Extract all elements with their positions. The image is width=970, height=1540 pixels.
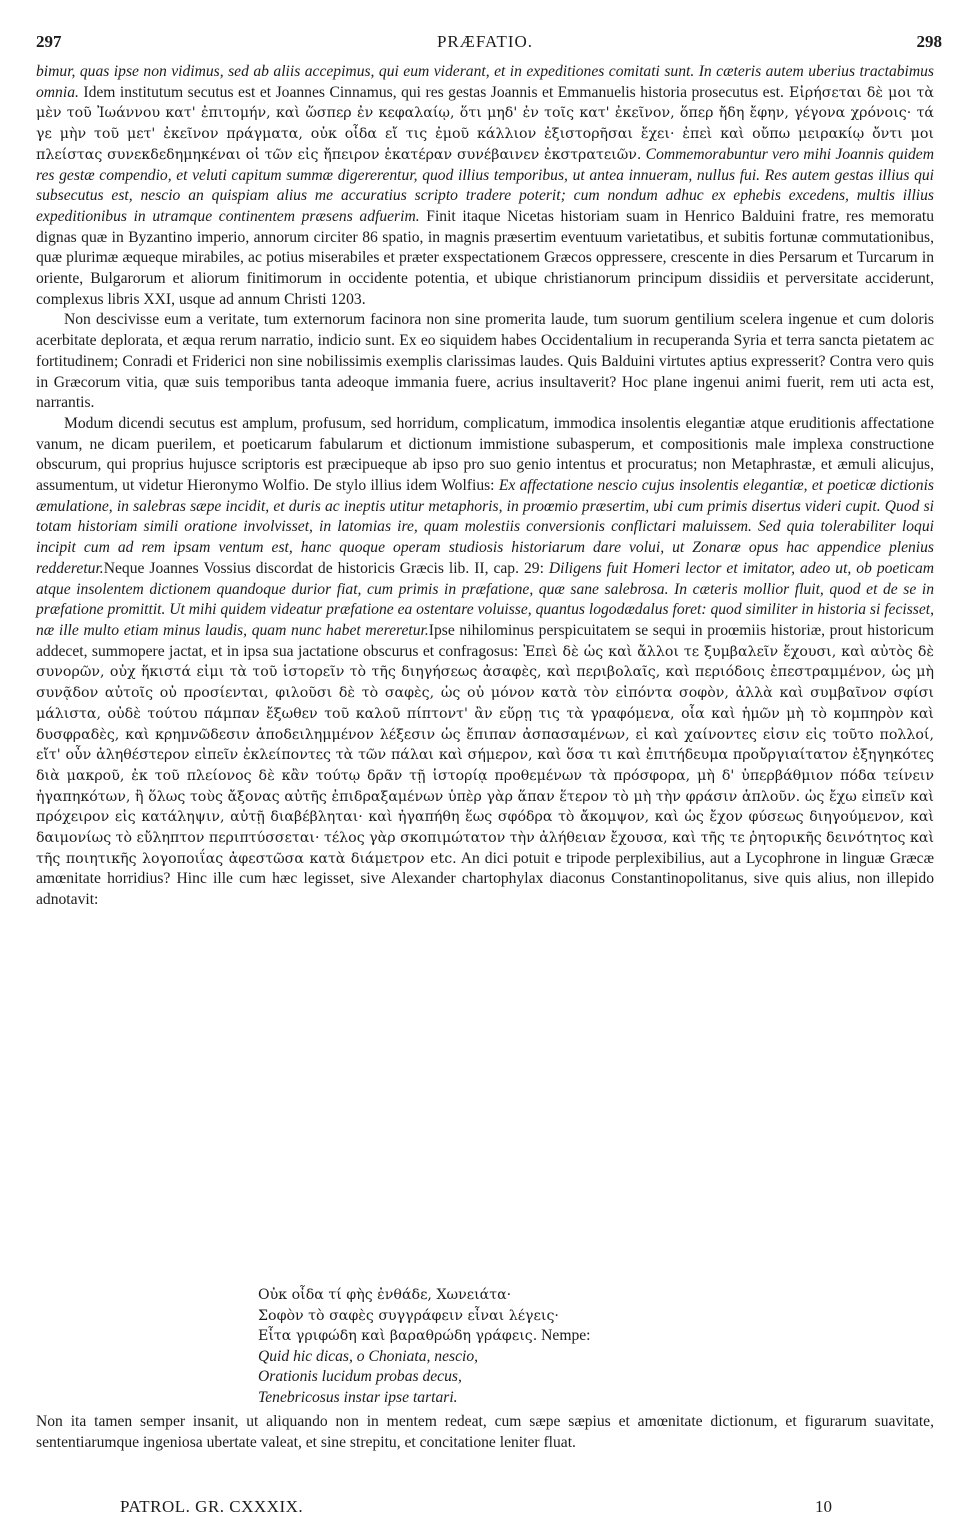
greek-text: Ἐπεὶ δὲ ὡς καὶ ἄλλοι τε ξυμβαλεῖν ἔχουσι, καὶ αὐτὸς δὲ συνορῶν, οὐχ ἥκιστά εἰμι τὰ τοῦ ἱστορεῖν τὸ τῆς διηγήσεως ἀσαφὲς, καὶ περιβολαῖς, καὶ περιόδοις ἐπεστραμμένον, ὡς μὴ συνᾷδον αὐτοῖς οὐ προσίενται, φιλοῦσι δὲ τὸ σαφὲς, ὡς οὐ μόνον κατὰ τὸν εἰπόντα σοφὸν, ἀλλὰ καὶ συμβαῖνον σφίσι μάλιστα, οὐδὲ τούτου πάμπαν ἔξωθεν τοῦ καλοῦ πίπτοντ' ἂν εὕρῃ τις τὰ γραφόμενα, οἷα καὶ ἡμῶν μὴ τὸ κομπηρὸν καὶ δυσφραδὲς, καὶ κρημνῶδεσιν ἀποδειλημμένον λέξεσιν ὡς ἔπιπαν ἀσπασαμένων, εἰ καὶ χαίνοντες εἰσιν εἰς τοῦτο πολλοί, εἴτ' οὖν ἀληθέστερον εἰπεῖν ἐκλείποντες τὰ τῶν πάλαι καὶ σήμερον, καὶ ὅσα τι καὶ ἐπιτήδευμα προὔργιαίτατον ἐξηγηκότες διὰ μακροῦ, ἐκ τοῦ πλείονος δὲ κἂν τούτῳ δρᾶν τῇ ἱστορίᾳ προθεμένων τὰ πρόσφορα, μὴ δ' ὑπερβάθμιον πόδα τείνειν ἠγαπηκότων, ἢ ὅλως τοὺς ἄξονας αὐτῆς ἐπιδραξαμένων ὑπὲρ γὰρ ἅπαν ἕτερον τὸ μὴ τὴν φράσιν ἁπλοῦν. ὡς ἔχω εἰπεῖν καὶ πρόχειρον εἰς κατάληψιν, αὐτῇ διαβέβληται· καὶ ἠγαπήθη ἕως σφόδρα τὸ ἄκομψον, καὶ ὡς ἔχον φύσεως διηγούμενον, καὶ δαιμονίως τὸ εὔληπτον περιπτύσσεται· τέλος γὰρ σκοπιμώτατον τὴν ἀλήθειαν ἔχουσα, καὶ τῆς τε ῥητορικῆς δεινότητος καὶ τῆς ποιητικῆς λογοποιΐας ἀφεστῶσα κατὰ διάμετρον etc. [36, 643, 935, 867]
running-title: PRÆFATIO. [436, 32, 534, 51]
epigram-latin-part: Nempe: [537, 1327, 591, 1344]
closing-paragraph [36, 1412, 934, 1453]
signature-mark: PATROL. GR. CXXXIX. [120, 1497, 304, 1516]
closing-text: Non ita tamen semper insanit, ut aliquando non in mentem redeat, cum sæpe sæpius et amœnitate dictionum, et figurarum suavitate, sententiarumque ingeniosa ubertate valeat, et sine strepitu, et concitatione leniter fluat. [36, 1413, 934, 1451]
main-text [36, 62, 934, 911]
latin-text: Ipse nihilominus perspicuitatem se sequi in proœmiis historiæ, prout historicum addecet, summopere jactat, et in ipsa sua jactatione obscurus et confragosus: [36, 621, 934, 660]
latin-text: Neque Joannes Vossius discordat de historicis Græcis lib. II, cap. 29: [103, 559, 544, 577]
epigram [258, 1285, 858, 1408]
epigram-line-mixed [258, 1326, 858, 1347]
paragraph-3 [36, 414, 934, 911]
epigram-greek-part: Εἶτα γριφώδη καὶ βαραθρώδη γράφεις. [258, 1328, 538, 1344]
gathering-number: 10 [815, 1497, 832, 1516]
greek-text: Εἰρήσεται δὲ μοι τὰ μὲν τοῦ Ἰωάννου κατ' ἐπιτομήν, καὶ ὥσπερ ἐν κεφαλαίῳ, ὅτι μηδ' ἐν τοῖς κατ' ἐκεῖνον, ὅπερ ἤδη ἔφην, γέγονα χρόνοις· τά γε μὴν τοῦ μετ' ἐκεῖνον πράγματα, οὐκ οἶδα εἴ τις ἐμοῦ κάλλιον ἐξιστορῆσαι ἔχει· ἐπεὶ καὶ οὔπω μειρακίῳ ὄντι μοι πλείστας συνεκδεδημηκέναι οἱ τῶν εἰς ἤπειρον ἑκατέραν συνέβαινεν ἐκστρατειῶν. [36, 84, 934, 163]
epigram-line-latin: Orationis lucidum probas decus, [258, 1368, 462, 1385]
paragraph-2: Non descivisse eum a veritate, tum externorum facinora non sine promerita laude, tum suorum gentilium scelera ingenue et cum doloris acerbitate deplorata, et æqua rerum narratio, indicio sunt. Ex eo siquidem habes Occidentalium in recuperanda Syria et terra sancta pietatem ac fortitudinem; Conradi et Friderici non sine nobilissimis exemplis clarissimas laudes. Quis Balduini virtutes aptius expresserit? Contra vero quis in Græcorum vitia, quæ suis temporibus tanta adeoque immania fuere, acrius insultaverit? Hoc plane ingenui animi fuerit, rem uti acta est, narrantis. [36, 311, 934, 412]
epigram-line-latin: Quid hic dicas, o Choniata, nescio, [258, 1347, 479, 1365]
page-number-right: 298 [916, 32, 942, 51]
latin-italic-text: Ex affectatione nescio cujus insolentis elegantiæ, et poeticæ dictionis æmulatione, in salebras sæpe incidit, et duris ac ineptis utitur metaphoris, in proœmio præsertim, ubi cum primis disertus videri cupit. Quod si totam historiam simili oratione involvisset, in latomias ire, quam molestiis conversionis conflictari maluissem. Sed quia tolerabiliter loqui incipit cum ad rem ipsam ventum est, hanc quoque operam studiosis historiarum dare volui, ut Zonaræ opus hac appendice plenius redderetur. [36, 477, 934, 577]
page-number-left: 297 [36, 32, 62, 51]
latin-italic-text: Commemorabuntur vero mihi Joannis quidem res gestæ compendio, et veluti capitum summæ digererentur, quod illius temporibus, ut antea innueram, nullus fui. Res autem gestas illius qui subsecutus est, nescio an quispiam alius me accuratius scripto tradere poterit; cum nondum adhuc ex ephebis excedens, multis illius expeditionibus in utramque continentem præsens adfuerim. [36, 145, 934, 225]
latin-text: Idem institutum secutus est et Joannes Cinnamus, qui res gestas Joannis et Emmanuelis historia prosecutus est. [78, 83, 784, 101]
latin-text: Modum dicendi secutus est amplum, profusum, sed horridum, complicatum, immodica insolentis elegantiæ atque eruditionis affectatione vanum, ne dicam puerilem, et poeticarum fabularum et dictionum immistione subasperum, et compositionis male implexa constructione obscurum, qui proprius hujusce scriptoris est præcipueque ab ipso pro suo genio intentus et procuratus; non Metaphrastæ, et æmuli alicujus, assumentum, ut videtur Hieronymo Wolfio. De stylo illius idem Wolfius: [36, 414, 934, 495]
latin-text: An dici potuit e tripode perplexibilius, aut a Lycophrone in linguæ Græcæ amœnitate horridius? Hinc ille cum hæc legisset, sive Alexander chartophylax diaconus Constantinopolitanus, sive quis alius, non illepido adnotavit: [36, 849, 934, 909]
epigram-line-latin: Tenebricosus instar ipse tartari. [258, 1388, 458, 1406]
paragraph-1 [36, 62, 934, 310]
latin-text: Finit itaque Nicetas historiam suam in Henrico Balduini fratre, res memoratu dignas quæ in Byzantino imperio, annorum circiter 86 spatio, in magnis præsertim eventuum varietatibus, et subitis fortunæ commutationibus, quæ plurimæ æqueque mirabiles, ac potius miserabiles et præter exspectationem Græcos oppressere, crescente in dies Persarum et Turcarum in oriente, Bulgarorum et aliorum finitimorum in occidente potentia, et ubique christianorum principum dissidiis et perversitate acciderunt, complexus libris XXI, usque ad annum Christi 1203. [36, 207, 934, 308]
epigram-line-greek: Οὐκ οἶδα τί φὴς ἐνθάδε, Χωνειάτα· [258, 1287, 512, 1303]
latin-italic-text: Diligens fuit Homeri lector et imitator, adeo ut, ob poeticam atque insolentem dictionem quandoque durior fiat, cum primis in præfatione, quæ sane salebrosa. In cæteris mollior fluit, quod et de se in præfatione promittit. Ut mihi quidem videatur præfatione ea ostentare voluisse, quantus logodædalus foret: quod similiter in historia si fecisset, næ ille multo etiam minus laudis, quam nunc habet mereretur. [36, 559, 934, 639]
latin-italic-text: bimur, quas ipse non vidimus, sed ab aliis accepimus, qui eum viderant, et in expeditiones comitati sunt. In cæteris autem uberius tractabimus omnia. [36, 63, 934, 101]
epigram-line-greek: Σοφὸν τὸ σαφὲς συγγράφειν εἶναι λέγεις· [258, 1307, 559, 1324]
